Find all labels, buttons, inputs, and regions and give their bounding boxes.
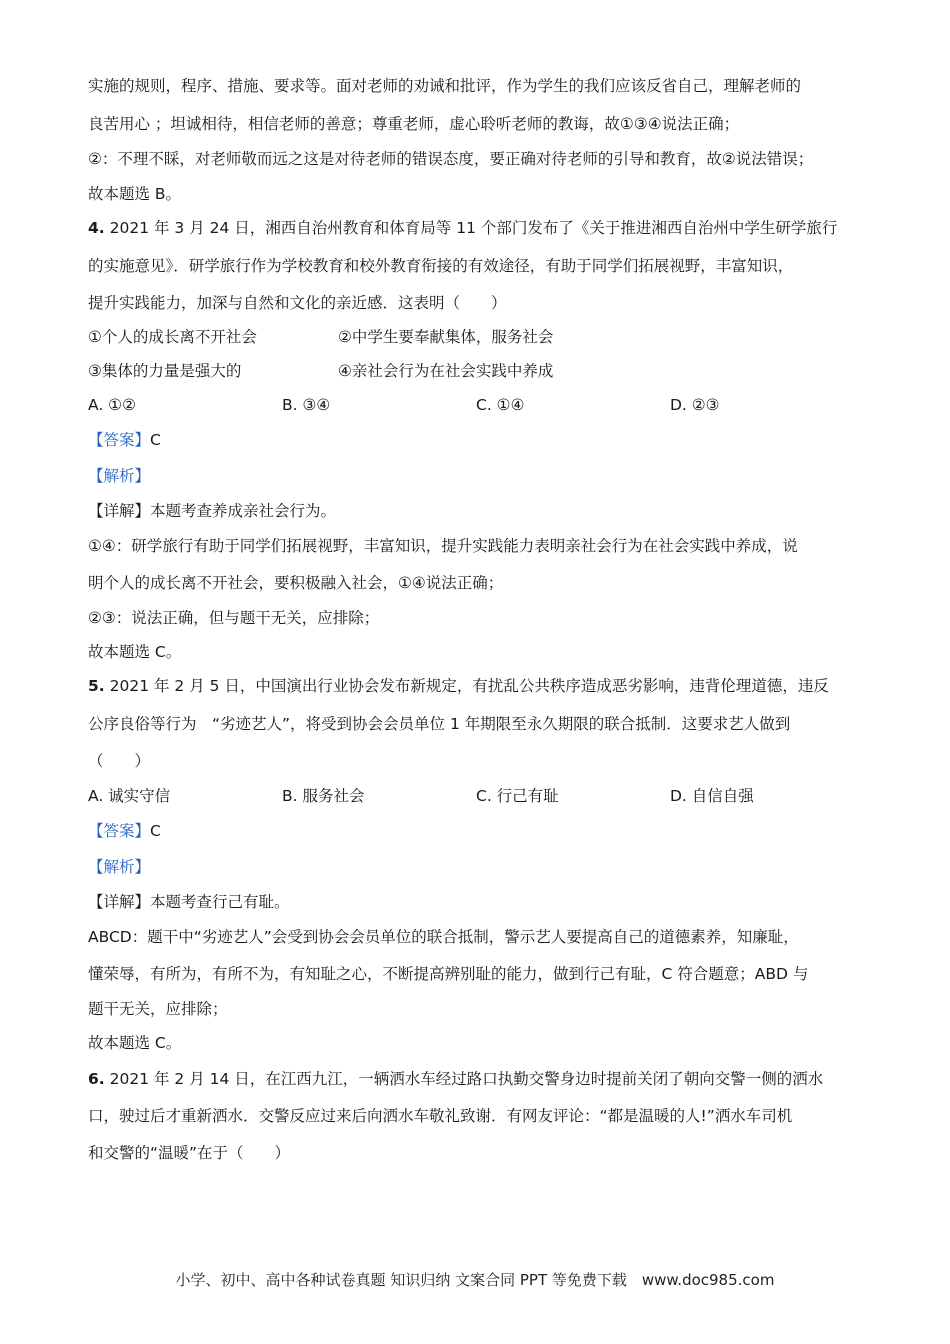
statement-2: ②中学生要奉献集体，服务社会 — [338, 328, 554, 346]
question-text: 2021 年 3 月 24 日，湘西自治州教育和体育局等 11 个部门发布了《关于推进湘西自治州中学生研学旅行 — [104, 219, 838, 237]
question-4-stem-line: 的实施意见》．研学旅行作为学校教育和校外教育衔接的有效途径，有助于同学们拓展视野，丰富知识， — [88, 257, 794, 275]
explanation-line: ABCD：题干中“劣迹艺人”会受到协会会员单位的联合抵制，警示艺人要提高自己的道德素养，知廉耻， — [88, 928, 799, 946]
statement-1: ①个人的成长离不开社会 — [88, 328, 257, 346]
question-4-stem-line: 提升实践能力，加深与自然和文化的亲近感．这表明（ ） — [88, 294, 507, 312]
text-line: 故本题选 B。 — [88, 185, 182, 203]
option-d: D. 自信自强 — [670, 787, 754, 805]
text-line: 实施的规则，程序、措施、要求等。面对老师的劝诫和批评，作为学生的我们应该反省自己，理解老师的 — [88, 77, 802, 95]
question-text: 2021 年 2 月 5 日，中国演出行业协会发布新规定，有扰乱公共秩序造成恶劣影响，违背伦理道德，违反 — [104, 677, 829, 695]
question-number: 4. — [88, 219, 105, 237]
answer-value: C — [150, 822, 161, 840]
explanation-line: 故本题选 C。 — [88, 643, 182, 661]
statement-4: ④亲社会行为在社会实践中养成 — [338, 362, 554, 380]
explanation-line: ②③：说法正确，但与题干无关，应排除； — [88, 609, 380, 627]
answer-line — [88, 820, 868, 842]
statement-row — [88, 360, 868, 382]
answer-tag: 【答案】 — [88, 822, 151, 840]
question-number: 5. — [88, 677, 105, 695]
answer-line — [88, 429, 868, 451]
option-b: B. 服务社会 — [282, 787, 365, 805]
answer-tag: 【答案】 — [88, 431, 151, 449]
question-5-stem — [88, 675, 868, 697]
option-d: D. ②③ — [670, 396, 720, 414]
text-line: 良苦用心 ；坦诚相待，相信老师的善意；尊重老师，虚心聆听老师的教诲，故①③④说法正确； — [88, 115, 740, 133]
explanation-line: ①④：研学旅行有助于同学们拓展视野，丰富知识，提升实践能力表明亲社会行为在社会实践中养成，说 — [88, 537, 798, 555]
page-footer: 小学、初中、高中各种试卷真题 知识归纳 文案合同 PPT 等免费下载 www.doc985.com — [175, 1271, 775, 1289]
text-line: ②：不理不睬，对老师敬而远之这是对待老师的错误态度，要正确对待老师的引导和教育，故②说法错误； — [88, 150, 814, 168]
explanation-line: 题干无关，应排除； — [88, 1000, 228, 1018]
question-5-stem-line: （ ） — [88, 752, 151, 770]
answer-value: C — [150, 431, 161, 449]
explanation-line: 故本题选 C。 — [88, 1034, 182, 1052]
options-row — [88, 394, 868, 416]
option-a: A. ①② — [88, 396, 136, 414]
question-6-stem-line: 口，驶过后才重新洒水．交警反应过来后向洒水车敬礼致谢．有网友评论：“都是温暖的人!”洒水车司机 — [88, 1107, 793, 1125]
explanation-line: 明个人的成长离不开社会，要积极融入社会，①④说法正确； — [88, 574, 504, 592]
options-row — [88, 785, 868, 807]
option-a: A. 诚实守信 — [88, 787, 171, 805]
detail-line: 【详解】本题考查行己有耻。 — [88, 893, 290, 911]
statement-3: ③集体的力量是强大的 — [88, 362, 242, 380]
question-5-stem-line: 公序良俗等行为 “劣迹艺人”，将受到协会会员单位 1 年期限至永久期限的联合抵制．这要求艺人做到 — [88, 715, 791, 733]
option-c: C. ①④ — [476, 396, 525, 414]
option-b: B. ③④ — [282, 396, 331, 414]
statement-row — [88, 326, 868, 348]
option-c: C. 行己有耻 — [476, 787, 559, 805]
detail-line: 【详解】本题考查养成亲社会行为。 — [88, 502, 337, 520]
question-text: 2021 年 2 月 14 日，在江西九江，一辆洒水车经过路口执勤交警身边时提前关闭了朝向交警一侧的洒水 — [104, 1070, 824, 1088]
analysis-tag: 【解析】 — [88, 858, 151, 876]
question-6-stem-line: 和交警的“温暖”在于（ ） — [88, 1144, 291, 1162]
question-4-stem — [88, 217, 868, 239]
question-number: 6. — [88, 1070, 105, 1088]
question-6-stem — [88, 1068, 868, 1090]
analysis-tag: 【解析】 — [88, 467, 151, 485]
explanation-line: 懂荣辱，有所为，有所不为，有知耻之心，不断提高辨别耻的能力，做到行己有耻，C 符合题意；ABD 与 — [88, 965, 809, 983]
